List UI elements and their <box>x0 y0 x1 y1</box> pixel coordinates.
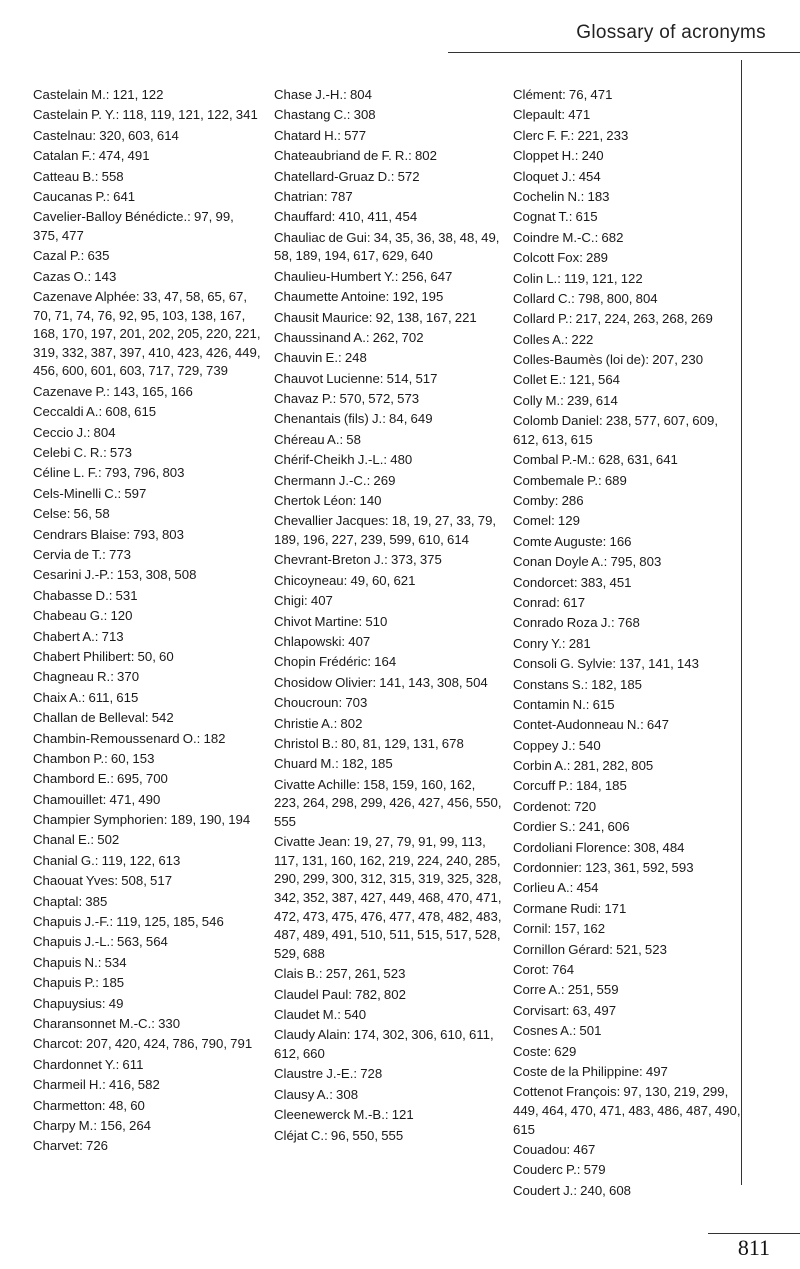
index-entry: Challan de Belleval: 542 <box>33 710 174 726</box>
index-entry: Comel: 129 <box>513 513 580 529</box>
index-entry: Claudel Paul: 782, 802 <box>274 986 406 1002</box>
index-entry: Colin L.: 119, 121, 122 <box>513 270 643 286</box>
footer-rule <box>708 1233 800 1234</box>
index-entry: Corre A.: 251, 559 <box>513 982 619 998</box>
index-entry: Claustre J.-E.: 728 <box>274 1066 383 1082</box>
index-entry: Condorcet: 383, 451 <box>513 574 632 590</box>
index-entry: Charpy M.: 156, 264 <box>33 1117 151 1133</box>
index-entry: Chaussinand A.: 262, 702 <box>274 329 424 345</box>
index-entry: Colles A.: 222 <box>513 331 594 347</box>
index-entry: Chanal E.: 502 <box>33 832 120 848</box>
index-entry: Cervia de T.: 773 <box>33 547 131 562</box>
index-entry: Chanial G.: 119, 122, 613 <box>33 852 181 868</box>
index-entry: Castelain M.: 121, 122 <box>33 87 164 102</box>
index-entry: Celebi C. R.: 573 <box>33 445 132 461</box>
index-entry: Chastang C.: 308 <box>274 107 376 123</box>
index-entry: Colcott Fox: 289 <box>513 250 609 266</box>
index-entry: Coste de la Philippine: 497 <box>513 1063 668 1079</box>
index-entry: Cesarini J.-P.: 153, 308, 508 <box>33 567 197 583</box>
index-entry: Cazas O.: 143 <box>33 268 117 284</box>
index-entry: Chertok Léon: 140 <box>274 493 382 509</box>
index-entry: Chambord E.: 695, 700 <box>33 771 168 787</box>
index-entry: Civatte Jean: 19, 27, 79, 91, 99, 113, 117, 131, 160, 162, 219, 224, 240, 285, 290, 299, 300, 312, 315, 319, 325, 328, 342, 352, 387, 427, 449, 468, 470, 471, 472, 473, 475, 476, 477, 478, 482, 483, 487, 489, 491, 510, 511, 515, 517, 528, 529, 688 <box>274 834 502 961</box>
index-entry: Coste: 629 <box>513 1043 577 1059</box>
margin-rule <box>741 60 742 1185</box>
index-entry: Céline L. F.: 793, 796, 803 <box>33 465 185 481</box>
index-entry: Christol B.: 80, 81, 129, 131, 678 <box>274 735 464 751</box>
index-entry: Charmetton: 48, 60 <box>33 1097 145 1113</box>
index-entry: Cornil: 157, 162 <box>513 921 606 937</box>
index-entry: Chatellard-Gruaz D.: 572 <box>274 168 420 184</box>
index-entry: Cochelin N.: 183 <box>513 188 610 204</box>
index-entry: Cazenave P.: 143, 165, 166 <box>33 383 193 399</box>
index-entry: Contet-Audonneau N.: 647 <box>513 717 669 733</box>
index-entry: Chagneau R.: 370 <box>33 669 140 685</box>
index-entry: Chevrant-Breton J.: 373, 375 <box>274 552 442 568</box>
index-entry: Chigi: 407 <box>274 593 333 609</box>
index-entry: Cottenot François: 97, 130, 219, 299, 449, 464, 470, 471, 483, 486, 487, 490, 615 <box>513 1084 741 1137</box>
index-entry: Castelnau: 320, 603, 614 <box>33 127 179 143</box>
index-entry: Contamin N.: 615 <box>513 696 615 712</box>
index-entry: Chlapowski: 407 <box>274 633 371 649</box>
index-entry: Chaix A.: 611, 615 <box>33 689 139 705</box>
index-entry: Chapuis P.: 185 <box>33 975 125 991</box>
index-entry: Cordier S.: 241, 606 <box>513 819 630 835</box>
index-entry: Chaumette Antoine: 192, 195 <box>274 289 444 305</box>
index-entry: Chuard M.: 182, 185 <box>274 756 393 772</box>
index-entry: Chapuis J.-L.: 563, 564 <box>33 934 168 950</box>
index-entry: Collet E.: 121, 564 <box>513 372 621 388</box>
index-entry: Christie A.: 802 <box>274 715 363 731</box>
index-entry: Constans S.: 182, 185 <box>513 676 642 692</box>
index-entry: Chevallier Jacques: 18, 19, 27, 33, 79, 189, 196, 227, 239, 599, 610, 614 <box>274 513 497 547</box>
index-entry: Corcuff P.: 184, 185 <box>513 778 627 794</box>
index-entry: Chardonnet Y.: 611 <box>33 1056 144 1072</box>
index-entry: Charmeil H.: 416, 582 <box>33 1077 160 1093</box>
index-entry: Comte Auguste: 166 <box>513 533 632 549</box>
index-entry: Corbin A.: 281, 282, 805 <box>513 758 654 774</box>
index-entry: Cazenave Alphée: 33, 47, 58, 65, 67, 70, 71, 74, 76, 92, 95, 103, 138, 167, 168, 170, 197, 201, 202, 205, 220, 221, 319, 332, 387, 397, 410, 423, 426, 449, 456, 600, 601, 603, 717, 729, 739 <box>33 289 261 379</box>
index-entry: Conry Y.: 281 <box>513 635 591 651</box>
index-entry: Charcot: 207, 420, 424, 786, 790, 791 <box>33 1036 253 1052</box>
index-entry: Colles-Baumès (loi de): 207, 230 <box>513 352 704 368</box>
index-entry: Collard P.: 217, 224, 263, 268, 269 <box>513 311 713 327</box>
index-entry: Corvisart: 63, 497 <box>513 1002 617 1018</box>
index-entry: Chaptal: 385 <box>33 893 108 909</box>
index-entry: Caucanas P.: 641 <box>33 188 136 204</box>
index-entry: Chéreau A.: 58 <box>274 431 361 447</box>
index-entry: Chermann J.-C.: 269 <box>274 472 396 488</box>
index-entry: Charvet: 726 <box>33 1138 109 1154</box>
index-entry: Chaouat Yves: 508, 517 <box>33 873 173 889</box>
index-entry: Castelain P. Y.: 118, 119, 121, 122, 341 <box>33 107 258 123</box>
index-entry: Chabert Philibert: 50, 60 <box>33 648 174 664</box>
index-entry: Cléjat C.: 96, 550, 555 <box>274 1127 404 1143</box>
index-entry: Choucroun: 703 <box>274 695 368 711</box>
index-entry: Chavaz P.: 570, 572, 573 <box>274 391 420 407</box>
index-column-3 <box>513 86 741 1202</box>
index-entry: Civatte Achille: 158, 159, 160, 162, 223, 264, 298, 299, 426, 427, 456, 550, 555 <box>274 776 502 829</box>
index-entry: Cornillon Gérard: 521, 523 <box>513 941 667 957</box>
index-entry: Coppey J.: 540 <box>513 737 601 753</box>
page-number: 811 <box>737 1235 770 1260</box>
index-entry: Chauvin E.: 248 <box>274 350 367 366</box>
index-entry: Chabeau G.: 120 <box>33 608 133 624</box>
index-column-1 <box>33 86 261 1158</box>
index-entry: Champier Symphorien: 189, 190, 194 <box>33 812 251 828</box>
index-entry: Cazal P.: 635 <box>33 248 110 264</box>
index-entry: Consoli G. Sylvie: 137, 141, 143 <box>513 656 699 672</box>
index-entry: Chamouillet: 471, 490 <box>33 791 161 807</box>
index-entry: Ceccio J.: 804 <box>33 424 116 440</box>
index-entry: Corlieu A.: 454 <box>513 880 599 896</box>
index-entry: Conrad: 617 <box>513 594 586 610</box>
index-entry: Chatard H.: 577 <box>274 127 367 143</box>
index-entry: Ceccaldi A.: 608, 615 <box>33 404 157 420</box>
index-entry: Chivot Martine: 510 <box>274 613 388 629</box>
index-entry: Cloquet J.: 454 <box>513 168 601 184</box>
index-entry: Chopin Frédéric: 164 <box>274 654 397 670</box>
index-entry: Celse: 56, 58 <box>33 506 110 522</box>
index-entry: Chambin-Remoussenard O.: 182 <box>33 730 226 746</box>
index-entry: Conrado Roza J.: 768 <box>513 615 640 631</box>
index-entry: Cloppet H.: 240 <box>513 148 604 164</box>
index-entry: Combal P.-M.: 628, 631, 641 <box>513 452 678 468</box>
index-entry: Chausit Maurice: 92, 138, 167, 221 <box>274 309 477 325</box>
index-entry: Chauliac de Gui: 34, 35, 36, 38, 48, 49, 58, 189, 194, 617, 629, 640 <box>274 229 500 264</box>
index-entry: Chicoyneau: 49, 60, 621 <box>274 572 416 588</box>
index-entry: Clais B.: 257, 261, 523 <box>274 966 406 982</box>
index-entry: Coindre M.-C.: 682 <box>513 229 624 245</box>
index-entry: Chapuysius: 49 <box>33 995 124 1011</box>
index-entry: Cormane Rudi: 171 <box>513 900 627 916</box>
index-entry: Cleenewerck M.-B.: 121 <box>274 1107 414 1123</box>
index-entry: Cordonnier: 123, 361, 592, 593 <box>513 860 694 876</box>
index-entry: Chatrian: 787 <box>274 188 353 204</box>
index-entry: Chabert A.: 713 <box>33 628 124 644</box>
index-entry: Coudert J.: 240, 608 <box>513 1182 631 1198</box>
index-entry: Couadou: 467 <box>513 1141 596 1157</box>
index-entry: Chauvot Lucienne: 514, 517 <box>274 370 438 386</box>
index-entry: Clerc F. F.: 221, 233 <box>513 127 629 143</box>
index-entry: Chase J.-H.: 804 <box>274 87 372 102</box>
index-entry: Chaulieu-Humbert Y.: 256, 647 <box>274 268 453 284</box>
index-entry: Chabasse D.: 531 <box>33 587 138 603</box>
index-entry: Couderc P.: 579 <box>513 1162 606 1178</box>
index-entry: Colomb Daniel: 238, 577, 607, 609, 612, 613, 615 <box>513 413 718 447</box>
index-entry: Claudy Alain: 174, 302, 306, 610, 611, 612, 660 <box>274 1027 494 1061</box>
index-entry: Catteau B.: 558 <box>33 168 124 184</box>
index-entry: Cognat T.: 615 <box>513 209 598 225</box>
index-entry: Cosnes A.: 501 <box>513 1023 602 1039</box>
index-entry: Chenantais (fils) J.: 84, 649 <box>274 411 433 427</box>
index-entry: Claudet M.: 540 <box>274 1007 367 1022</box>
index-entry: Clausy A.: 308 <box>274 1086 359 1102</box>
index-entry: Chapuis N.: 534 <box>33 954 127 970</box>
index-entry: Cendrars Blaise: 793, 803 <box>33 526 184 542</box>
index-entry: Cavelier-Balloy Bénédicte.: 97, 99, 375, 477 <box>33 209 234 243</box>
page-title: Glossary of acronyms <box>576 22 766 43</box>
index-entry: Chambon P.: 60, 153 <box>33 750 155 766</box>
index-entry: Cordoliani Florence: 308, 484 <box>513 839 685 855</box>
index-entry: Cels-Minelli C.: 597 <box>33 485 147 501</box>
index-entry: Colly M.: 239, 614 <box>513 392 618 408</box>
index-entry: Comby: 286 <box>513 493 584 509</box>
index-entry: Catalan F.: 474, 491 <box>33 148 150 164</box>
index-entry: Chauffard: 410, 411, 454 <box>274 209 418 225</box>
index-entry: Conan Doyle A.: 795, 803 <box>513 554 662 570</box>
index-column-2 <box>274 86 502 1147</box>
header-rule <box>448 52 800 53</box>
index-entry: Corot: 764 <box>513 962 575 977</box>
index-entry: Collard C.: 798, 800, 804 <box>513 290 658 306</box>
index-entry: Combemale P.: 689 <box>513 472 627 488</box>
index-entry: Chateaubriand de F. R.: 802 <box>274 148 437 164</box>
index-entry: Chérif-Cheikh J.-L.: 480 <box>274 452 413 468</box>
index-entry: Clepault: 471 <box>513 107 591 123</box>
index-entry: Chapuis J.-F.: 119, 125, 185, 546 <box>33 914 224 930</box>
index-entry: Cordenot: 720 <box>513 798 597 814</box>
index-entry: Charansonnet M.-C.: 330 <box>33 1015 181 1031</box>
index-entry: Chosidow Olivier: 141, 143, 308, 504 <box>274 674 488 690</box>
index-entry: Clément: 76, 471 <box>513 87 613 102</box>
